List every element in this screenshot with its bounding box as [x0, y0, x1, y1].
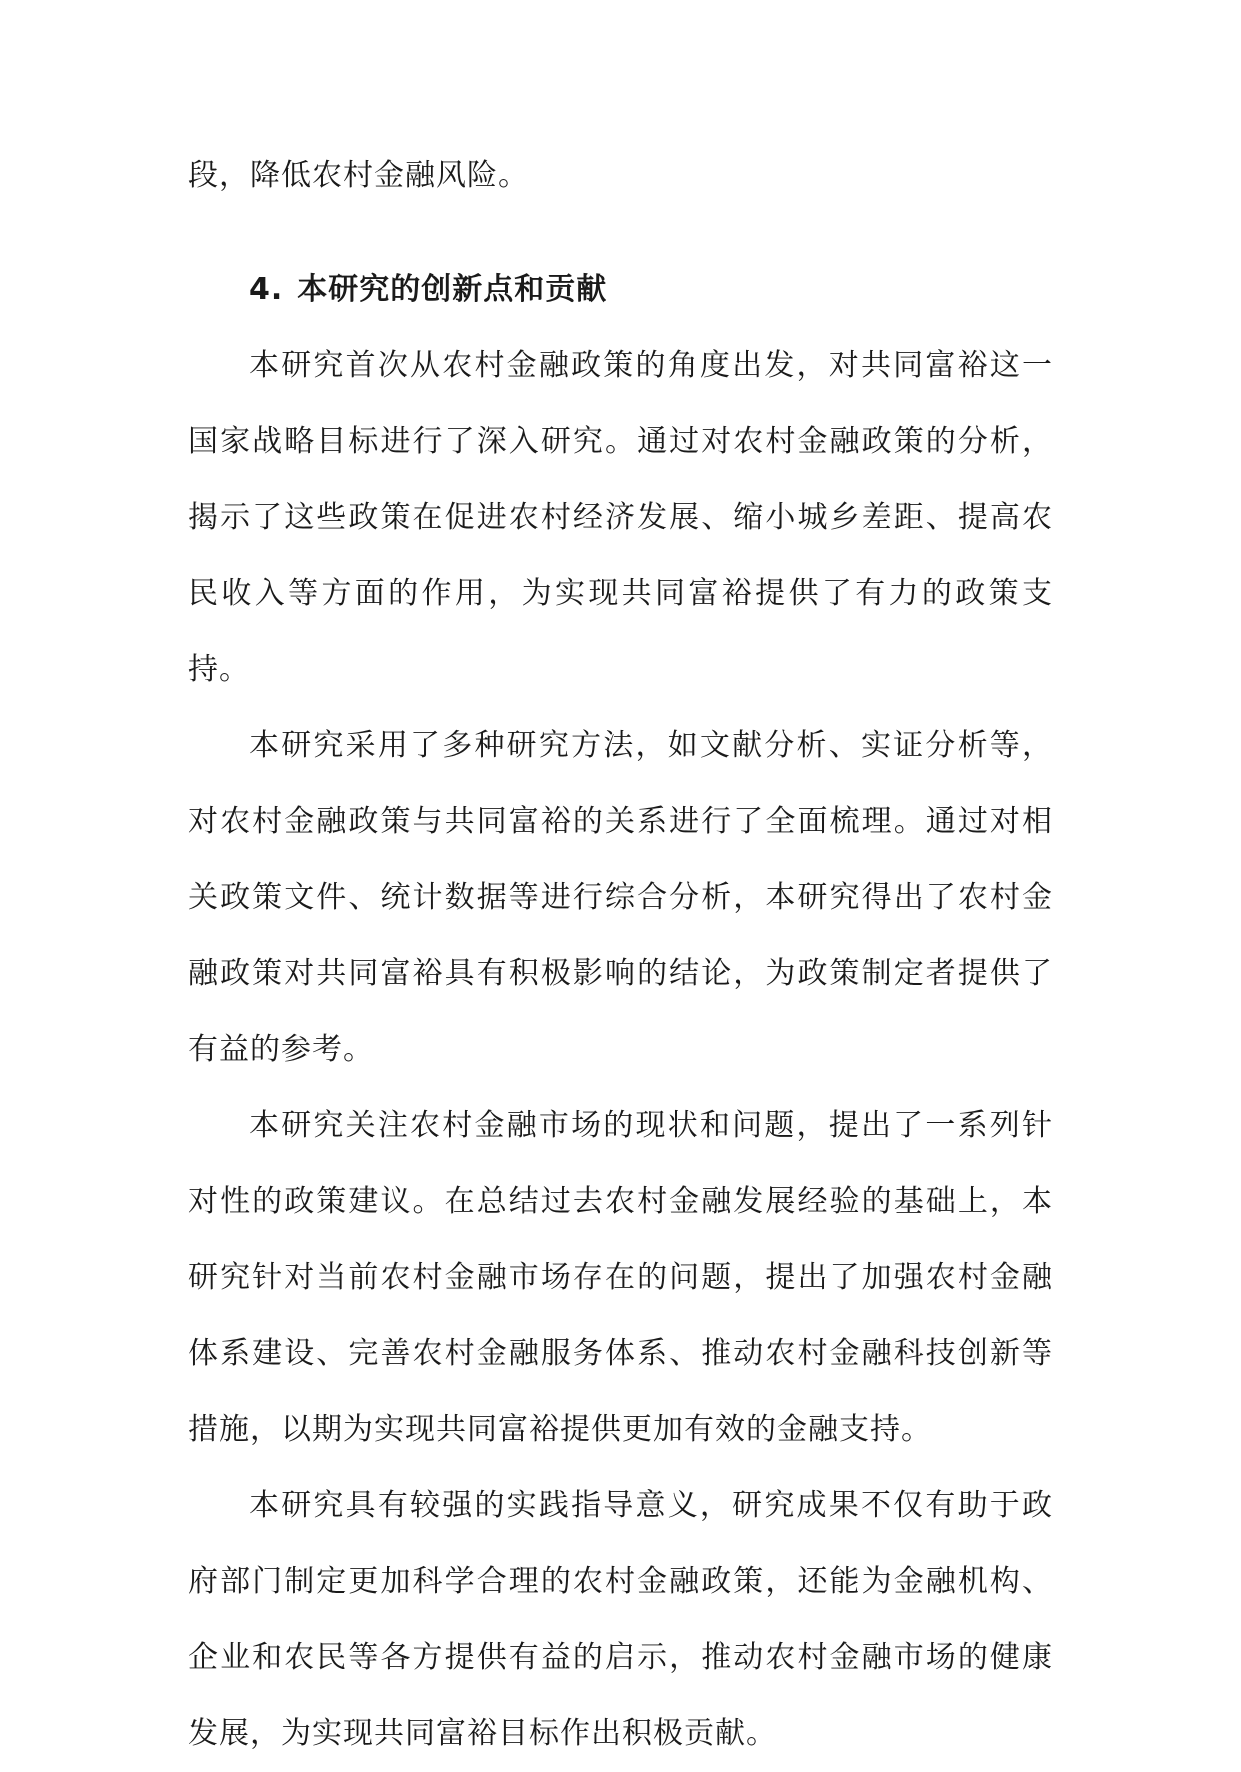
section-title: 本研究的创新点和贡献: [297, 272, 608, 307]
paragraph-practical-significance: 本研究具有较强的实践指导意义，研究成果不仅有助于政府部门制定更加科学合理的农村金融政策，还能为金融机构、企业和农民等各方提供有益的启示，推动农村金融市场的健康发展，为实现共同富裕目标作出积极贡献。: [188, 1488, 1053, 1751]
paragraph-policy-recommendations: 本研究关注农村金融市场的现状和问题，提出了一系列针对性的政策建议。在总结过去农村金融发展经验的基础上，本研究针对当前农村金融市场存在的问题，提出了加强农村金融体系建设、完善农村金融服务体系、推动农村金融科技创新等措施，以期为实现共同富裕提供更加有效的金融支持。: [188, 1108, 1053, 1447]
paragraph-research-methods: 本研究采用了多种研究方法，如文献分析、实证分析等，对农村金融政策与共同富裕的关系进行了全面梳理。通过对相关政策文件、统计数据等进行综合分析，本研究得出了农村金融政策对共同富裕具有积极影响的结论，为政策制定者提供了有益的参考。: [188, 728, 1053, 1067]
continued-paragraph: 段，降低农村金融风险。: [188, 158, 529, 193]
section-number: 4.: [249, 272, 284, 307]
paragraph-innovation-perspective: 本研究首次从农村金融政策的角度出发，对共同富裕这一国家战略目标进行了深入研究。通过对农村金融政策的分析，揭示了这些政策在促进农村经济发展、缩小城乡差距、提高农民收入等方面的作用，为实现共同富裕提供了有力的政策支持。: [188, 348, 1053, 687]
document-body: [188, 138, 1053, 1772]
section-heading: [188, 252, 1053, 328]
